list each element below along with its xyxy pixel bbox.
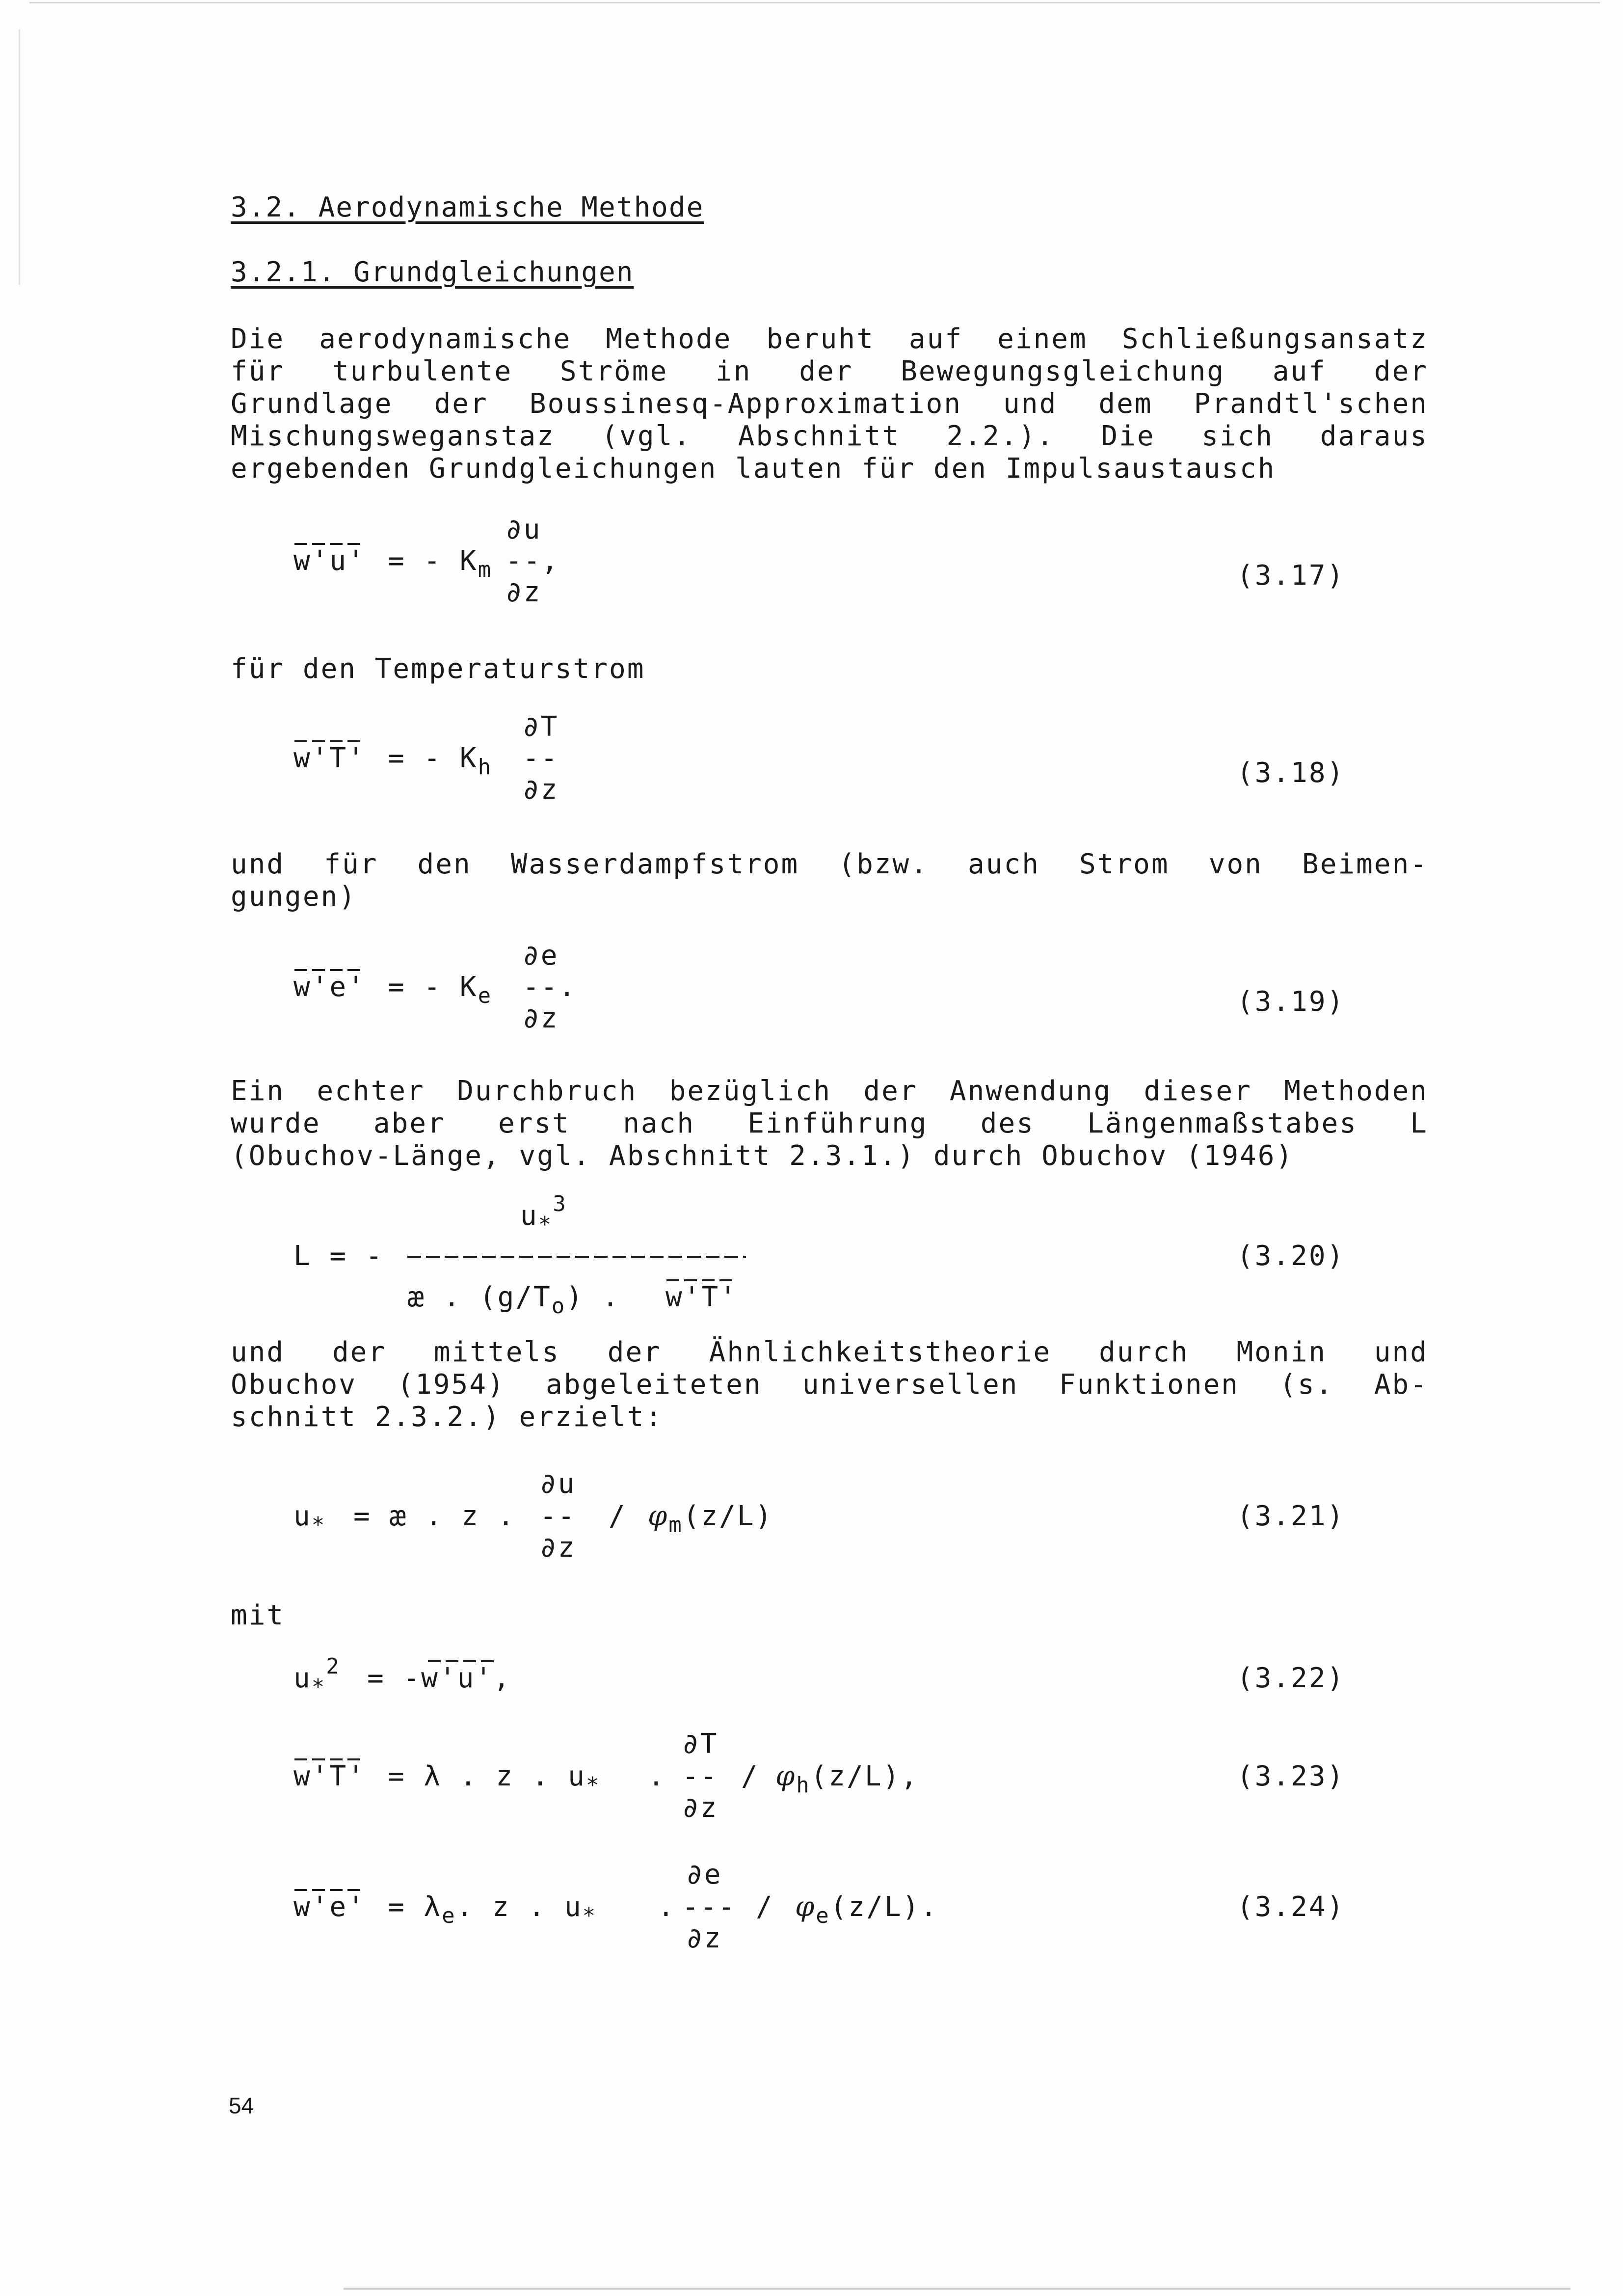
eq-operator: = λ . z . $u_*$ — [388, 1760, 601, 1798]
subsection-heading: 3.2.1. Grundgleichungen — [231, 256, 634, 288]
fraction-bar — [407, 1256, 746, 1258]
equation-number: (3.18) — [1237, 757, 1345, 789]
eq-denominator-flux: w'T' — [665, 1281, 738, 1313]
eq-slash: / — [756, 1891, 774, 1923]
text-line: wurde aber erst nach Einführung des Längenmaßstabes L — [231, 1107, 1428, 1139]
scan-edge-top — [29, 2, 1600, 3]
water-paragraph — [231, 848, 1428, 913]
eq-numerator: ∂e — [523, 940, 559, 972]
text-line: und der mittels der Ähnlichkeitstheorie durch Monin und — [231, 1336, 1428, 1368]
eq-slash: / — [609, 1500, 627, 1532]
eq-fraction-bar: --. — [523, 971, 577, 1003]
equation-number: (3.24) — [1237, 1891, 1345, 1923]
eq-operator: = - $K_h$ — [388, 742, 493, 780]
text-line: Obuchov (1954) abgeleiteten universellen Funktionen (s. Ab- — [231, 1369, 1428, 1401]
equation-number: (3.22) — [1237, 1662, 1345, 1694]
eq-lhs: $u_*$ — [293, 1500, 326, 1538]
eq-lhs: $u_*^2$ — [293, 1654, 341, 1700]
eq-operator: = $\lambda_e$. z . $u_*$ — [388, 1891, 597, 1928]
text-line: für den Temperaturstrom — [231, 653, 645, 685]
equation-number: (3.17) — [1237, 560, 1345, 592]
eq-numerator: ∂T — [523, 711, 559, 743]
text-line: mit — [231, 1599, 285, 1631]
eq-operator: = - $K_e$ — [388, 971, 493, 1008]
page-number: 54 — [229, 2093, 254, 2118]
eq-dot: . — [658, 1891, 676, 1923]
text-line: und für den Wasserdampfstrom (bzw. auch Strom von Beimen- — [231, 848, 1428, 880]
eq-fraction-bar: --- — [682, 1891, 737, 1923]
eq-denominator: ∂z — [506, 576, 542, 608]
eq-dot: . — [648, 1760, 666, 1792]
scan-edge-left — [19, 29, 20, 285]
eq-numerator: ∂e — [686, 1859, 722, 1891]
eq-operator: = æ . z . — [353, 1500, 516, 1532]
eq-lhs: w'e' — [293, 1891, 366, 1923]
text-line: ergebenden Grundgleichungen lauten für den Impulsaustausch — [231, 453, 1276, 485]
text-line: für turbulente Ströme in der Bewegungsgleichung auf der — [231, 355, 1428, 387]
intro-paragraph — [231, 323, 1428, 485]
eq-numerator: ∂u — [540, 1468, 576, 1500]
text-line: Mischungsweganstaz (vgl. Abschnitt 2.2.). Die sich daraus — [231, 420, 1428, 452]
eq-operator: = - $K_m$ — [388, 545, 493, 582]
eq-denominator: ∂z — [523, 1002, 559, 1034]
section-heading: 3.2. Aerodynamische Methode — [231, 191, 704, 223]
eq-numerator: ∂T — [682, 1728, 718, 1760]
eq-slash: / — [741, 1760, 759, 1792]
text-line: Grundlage der Boussinesq-Approximation und dem Prandtl'schen — [231, 388, 1428, 420]
text-line: schnitt 2.3.2.) erzielt: — [231, 1401, 664, 1433]
scan-edge-bottom — [344, 2288, 1570, 2290]
eq-function: $\varphi_m(z/L)$ — [648, 1500, 773, 1538]
equation-number: (3.19) — [1237, 986, 1345, 1018]
text-line: (Obuchov-Länge, vgl. Abschnitt 2.3.1.) durch Obuchov (1946) — [231, 1140, 1294, 1172]
eq-function: $\varphi_h(z/L)$, — [775, 1760, 919, 1798]
eq-denominator: ∂z — [686, 1922, 722, 1954]
text-line: Ein echter Durchbruch bezüglich der Anwendung dieser Methoden — [231, 1075, 1428, 1107]
eq-denominator: ∂z — [523, 774, 559, 806]
obuchov-paragraph — [231, 1075, 1428, 1172]
equation-number: (3.23) — [1237, 1760, 1345, 1792]
eq-lhs: w'e' — [293, 971, 366, 1003]
eq-fraction-bar: -- — [523, 742, 559, 774]
eq-fraction-bar: -- — [682, 1760, 718, 1792]
eq-function: $\varphi_e(z/L)$. — [795, 1891, 939, 1928]
monin-paragraph — [231, 1336, 1428, 1433]
equation-number: (3.20) — [1237, 1240, 1345, 1272]
eq-numerator: ∂u — [506, 513, 542, 545]
text-line: gungen) — [231, 881, 357, 913]
eq-fraction-bar: --, — [506, 545, 560, 577]
eq-rhs: = -w'u', — [367, 1662, 511, 1694]
eq-lhs: w'T' — [293, 742, 366, 774]
text-line: Die aerodynamische Methode beruht auf einem Schließungsansatz — [231, 323, 1428, 355]
eq-denominator: æ . $(g/T_o)$ . — [407, 1281, 620, 1319]
eq-lhs: w'T' — [293, 1760, 366, 1792]
eq-denominator: ∂z — [540, 1532, 576, 1564]
equation-number: (3.21) — [1237, 1500, 1345, 1532]
eq-lhs: L = - — [293, 1240, 384, 1272]
eq-lhs: w'u' — [293, 545, 366, 577]
eq-fraction-bar: -- — [540, 1500, 576, 1532]
eq-denominator: ∂z — [682, 1792, 718, 1824]
eq-numerator: $u_*^3$ — [520, 1191, 567, 1237]
